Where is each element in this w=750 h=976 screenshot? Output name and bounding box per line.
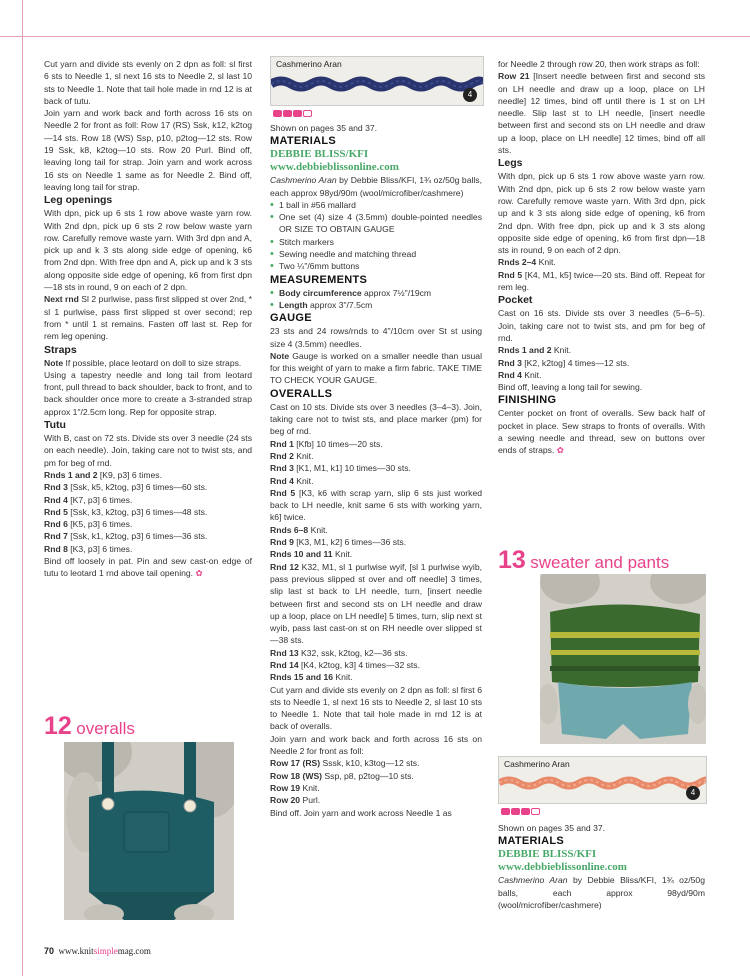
list-item: • 1 ball in #56 mallard [270, 199, 482, 211]
column-left [44, 58, 252, 580]
pattern-row: Rnds 10 and 11 Knit. [270, 549, 353, 560]
pattern-row: Rnd 2 Knit. [270, 450, 314, 461]
paragraph: With dpn, pick up 6 sts 1 row above waste yarn row. With 2nd dpn, pick up 6 sts 2 row below waste yarn row. Carefully remove waste yarn. With 3rd dpn, pick up and k 3 sts along side edge of opening, k6 from 2nd dpn. With free dpn, pick up and k 3 sts along opposite side edge of opening, k6 from first dpn—18 sts in round, 9 on each of 2 dpn. [498, 171, 705, 256]
yarn-strand [271, 73, 483, 95]
brand-url[interactable]: www.debbieblissonline.com [498, 861, 627, 874]
overalls-photo [64, 742, 234, 920]
list-item: • Stitch markers [270, 236, 482, 248]
pattern-row: Rnd 3 [K2, k2tog] 4 times—12 sts. [498, 357, 630, 368]
pattern-row: Rnd 8 [K3, p3] 6 times. [44, 543, 133, 554]
pattern-row: Row 18 (WS) Ssp, p8, p2tog—10 sts. [270, 770, 414, 781]
paragraph: 23 sts and 24 rows/rnds to 4"/10cm over St st using size 4 (3.5mm) needles. [270, 326, 482, 349]
paragraph: Cast on 16 sts. Divide sts over 3 needles (5–6–5). Join, taking care not to twist sts, and pm for beg of rnd. [498, 308, 705, 343]
paragraph: Cut yarn and divide sts evenly on 2 dpn as foll: sl first 6 sts to Needle 1, sl next 16 sts to Needle 2, sl last 10 sts to Needle 1. Note that tail hole made in rnd 12 is at back of tutu. [44, 59, 252, 106]
paragraph: Join yarn and work back and forth across 16 sts on Needle 2 for front as foll: Row 17 (RS) Ssk, k12, k2tog—14 sts. Row 18 (WS) Ssp, p10, p2tog—12 sts. Row 19 Ssk, k8, k2tog—10 sts. Row 20 Purl. Bind off, leaving long tail for strap. Join yarn and work across 16 sts on Needle 1 same as for Needle 2. Bind off, leaving long tail for strap. [44, 108, 252, 192]
section-materials: MATERIALS [498, 835, 565, 848]
paragraph: Note Gauge is worked on a smaller needle than usual for this weight of yarn to make a firm fabric. TAKE TIME TO CHECK YOUR GAUGE. [270, 350, 482, 386]
yarn-weight-icon: 4 [686, 786, 700, 800]
page-number: 70 [44, 946, 55, 956]
brand-name: DEBBIE BLISS/KFI [498, 848, 597, 861]
paragraph: With dpn, pick up 6 sts 1 row above waste yarn row. With 2nd dpn, pick up 6 sts 2 row below waste yarn row. Carefully remove waste yarn. With 3rd dpn and A, pick up and k 3 sts along side edge of opening, k6 from 2nd dpn. With free dpn and A, pick up and k 3 sts along opposite side edge of opening, k6 from first dpn—18 sts in round, 9 on each of 2 dpn. [44, 208, 252, 293]
column-right [498, 58, 705, 457]
yarn-swatch-label: Cashmerino Aran [276, 59, 342, 69]
end-flower-icon: ✿ [195, 568, 203, 579]
pattern-row: Rnd 7 [Ssk, k1, k2tog, p3] 6 times—36 sts. [44, 531, 208, 542]
pattern-row: Rnd 5 [K3, k6 with scrap yarn, slip 6 sts just worked back to LH needle, knit same 6 sts with working yarn, k6] twice. [270, 487, 483, 523]
paragraph: Join yarn and work back and forth across 16 sts on Needle 2 for front as foll: [270, 733, 482, 757]
overalls-illustration [64, 742, 234, 920]
pattern-row: Rnd 3 [K1, M1, k1] 10 times—30 sts. [270, 463, 411, 474]
shown-on-pages: Shown on pages 35 and 37. [270, 123, 378, 133]
pattern-row: Rnds 1 and 2 [K9, p3] 6 times. [44, 469, 162, 480]
list-item: • Body circumference approx 7½"/19cm [270, 287, 482, 299]
section-measurements: MEASUREMENTS [270, 273, 368, 286]
skill-level-pip [283, 110, 292, 117]
pattern-row: Rnds 15 and 16 Knit. [270, 672, 353, 683]
list-item: • Length approx 3"/7.5cm [270, 299, 482, 311]
skill-level-pip [293, 110, 302, 117]
skill-level-indicator [273, 110, 312, 117]
footer-site: www.knitsimplemag.com [58, 946, 151, 956]
pattern-row: Row 17 (RS) Sssk, k10, k3tog—12 sts. [270, 758, 420, 769]
list-item: • Two ¼"/6mm buttons [270, 260, 482, 272]
yarn-description: Cashmerino Aran by Debbie Bliss/KFI, 1¾ oz/50g balls, each approx 98yd/90m (wool/microfiber/cashmere) [498, 875, 705, 910]
skill-level-pip [531, 808, 540, 815]
skill-level-indicator [501, 808, 540, 815]
pattern-row: Row 20 Purl. [270, 795, 321, 806]
paragraph: With B, cast on 72 sts. Divide sts over 3 needle (24 sts on each needle). Join, taking care not to twist sts, and pm for beg of rnd. [44, 433, 252, 468]
section-materials: MATERIALS [270, 135, 337, 148]
page-footer [44, 946, 151, 956]
measurements-list [270, 287, 482, 312]
yarn-swatch-coral [498, 756, 707, 804]
paragraph: Note If possible, place leotard on doll to size straps. [44, 357, 242, 368]
paragraph: Next rnd Sl 2 purlwise, pass first slipped st over 2nd, * sl 1 purlwise, pass first slipped st over second; rep from * until 1 st remains. Fasten off last st. Rep for rem leg opening. [44, 294, 252, 342]
pattern-row: Rnds 2–4 Knit. [498, 257, 556, 268]
pattern-row: Rnd 9 [K3, M1, k2] 6 times—36 sts. [270, 537, 407, 548]
column-right-lower [498, 822, 705, 911]
pattern-row: Rnd 5 [Ssk, k3, k2tog, p3] 6 times—48 sts. [44, 506, 208, 517]
paragraph: Cast on 10 sts. Divide sts over 3 needles (3–4–3). Join, taking care not to twist sts, and place marker (pm) for beg of rnd. [270, 401, 482, 437]
yarn-strand [499, 773, 706, 793]
brand-url[interactable]: www.debbieblissonline.com [270, 161, 399, 174]
pattern-row: Rnd 12 K32, M1, sl 1 purlwise wyif, [sl 1 purlwise wyib, pass previous slipped st over and off needle] 3 times, slip last st back to LH needle, turn, [insert needle between first and second sts on LH needle and draw up a loop, place on LH needle] 5 times, turn, slip next st wyib, pass last cast-on st on RH needle over slipped st—38 sts. [270, 561, 482, 646]
pattern-row: Rnd 5 [K4, M1, k5] twice—20 sts. Bind off. Repeat for rem leg. [498, 269, 705, 293]
pattern-row: Row 19 Knit. [270, 782, 320, 793]
pattern-row: Rnd 4 [K7, p3] 6 times. [44, 494, 133, 505]
sweater-and-pants-photo [540, 574, 706, 744]
skill-level-pip [501, 808, 510, 815]
sweater-illustration [540, 574, 706, 744]
paragraph: Center pocket on front of overalls. Sew back half of pocket in place. Sew straps to fronts of overalls. With a sewing needle and thread, sew on buttons over ends of straps. ✿ [498, 408, 705, 456]
subhead-straps: Straps [44, 343, 77, 356]
top-rule [0, 36, 750, 37]
subhead-tutu: Tutu [44, 419, 66, 432]
materials-list [270, 199, 482, 273]
end-flower-icon: ✿ [556, 445, 564, 456]
skill-level-pip [511, 808, 520, 815]
list-item: • Sewing needle and matching thread [270, 248, 482, 260]
pattern-row: Rnds 6–8 Knit. [270, 524, 328, 535]
pattern-row: Rnd 4 Knit. [498, 369, 542, 380]
pattern-row: Rnd 3 [Ssk, k5, k2tog, p3] 6 times—60 sts. [44, 482, 208, 493]
skill-level-pip [273, 110, 282, 117]
paragraph: Cut yarn and divide sts evenly on 2 dpn as foll: sl first 6 sts to Needle 1, sl next 16 sts to Needle 2, sl last 10 sts to Needle 1. Note that tail hole made in rnd 12 is at back of overalls. [270, 684, 482, 732]
yarn-description: Cashmerino Aran by Debbie Bliss/KFI, 1¾ oz/50g balls, each approx 98yd/90m (wool/microfiber/cashmere) [270, 175, 482, 198]
project-title-13: 13 sweater and pants [498, 546, 670, 574]
pattern-row: Rnd 4 Knit. [270, 475, 314, 486]
subhead-leg-openings: Leg openings [44, 194, 113, 207]
shown-on-pages: Shown on pages 35 and 37. [498, 823, 606, 833]
paragraph: Bind off, leaving a long tail for sewing. [498, 382, 643, 393]
subhead-pocket: Pocket [498, 294, 533, 307]
subhead-legs: Legs [498, 157, 523, 170]
section-gauge: GAUGE [270, 312, 312, 325]
paragraph: Using a tapestry needle and long tail from leotard front, pull thread to back shoulder, back to front, and to back shoulder once more to create a 3-stranded strap approx 1"/2.5cm long. Rep for opposite strap. [44, 369, 252, 417]
section-overalls: OVERALLS [270, 387, 333, 400]
yarn-swatch-label: Cashmerino Aran [504, 759, 570, 769]
pattern-row: Rnd 14 [K4, k2tog, k3] 4 times—32 sts. [270, 659, 420, 670]
skill-level-pip [521, 808, 530, 815]
left-rule [22, 0, 23, 976]
pattern-row: Row 21 [Insert needle between first and second sts on LH needle and draw up a loop, place on LH needle] 12 times, bind off until there is 1 st on LH needle. Slip last st to LH needle, [insert needle between first and second sts on LH needle and draw up a loop, place on LH needle] 12 times, bind off all sts. [498, 71, 705, 156]
pattern-row: Rnd 13 K32, ssk, k2tog, k2—36 sts. [270, 647, 408, 658]
pattern-row: Rnd 6 [K5, p3] 6 times. [44, 519, 133, 530]
brand-name: DEBBIE BLISS/KFI [270, 148, 369, 161]
project-title-12: 12 overalls [44, 712, 135, 740]
yarn-swatch-mallard [270, 56, 484, 106]
skill-level-pip [303, 110, 312, 117]
paragraph: Bind off loosely in pat. Pin and sew cast-on edge of tutu to leotard 1 rnd above tail opening. ✿ [44, 555, 252, 579]
pattern-row: Rnd 1 [Kfb] 10 times—20 sts. [270, 438, 383, 449]
paragraph: Bind off. Join yarn and work across Needle 1 as [270, 807, 452, 818]
section-finishing: FINISHING [498, 394, 557, 407]
paragraph: for Needle 2 through row 20, then work straps as foll: [498, 59, 700, 69]
yarn-weight-icon: 4 [463, 88, 477, 102]
column-middle [270, 122, 482, 819]
list-item: • One set (4) size 4 (3.5mm) double-pointed needles OR SIZE TO OBTAIN GAUGE [270, 211, 482, 236]
pattern-row: Rnds 1 and 2 Knit. [498, 345, 572, 356]
